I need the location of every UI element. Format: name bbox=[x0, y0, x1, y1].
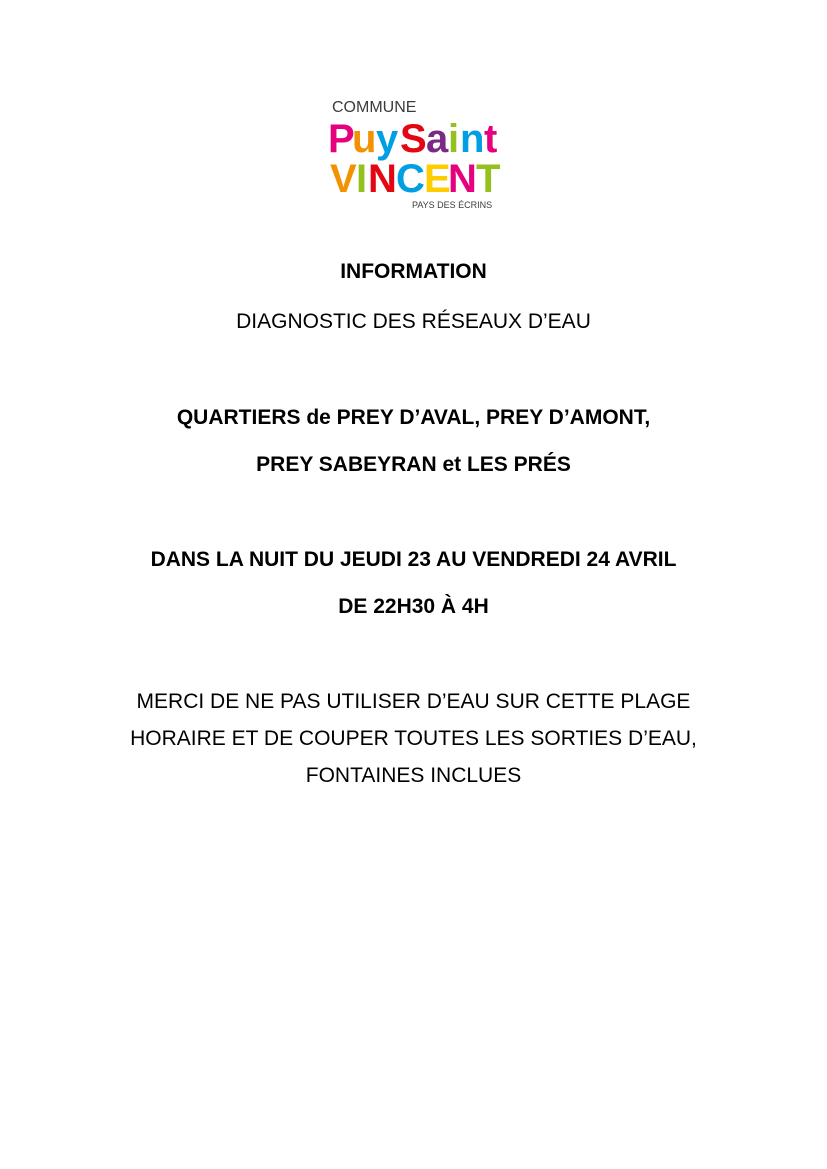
districts-line-1: QUARTIERS de PREY D’AVAL, PREY D’AMONT, bbox=[176, 406, 651, 429]
logo-word-vincent bbox=[330, 157, 500, 201]
commune-logo bbox=[328, 96, 500, 214]
svg-text:T: T bbox=[476, 157, 500, 201]
time-line: DE 22H30 À 4H bbox=[338, 595, 489, 618]
svg-text:u: u bbox=[352, 117, 377, 161]
date-line: DANS LA NUIT DU JEUDI 23 AU VENDREDI 24 AVRIL bbox=[150, 548, 677, 571]
svg-text:N: N bbox=[448, 157, 477, 201]
svg-text:y: y bbox=[376, 117, 399, 161]
svg-text:i: i bbox=[448, 117, 460, 161]
notice-heading: INFORMATION bbox=[340, 260, 487, 283]
svg-text:S: S bbox=[400, 117, 427, 161]
svg-text:N: N bbox=[368, 157, 397, 201]
svg-text:P: P bbox=[328, 117, 355, 161]
logo-word-puysaint bbox=[328, 117, 497, 161]
logo-pays-text: PAYS DES ÉCRINS bbox=[412, 200, 493, 210]
svg-text:E: E bbox=[424, 157, 451, 201]
svg-text:C: C bbox=[396, 157, 425, 201]
svg-text:t: t bbox=[484, 117, 498, 161]
request-line-3: FONTAINES INCLUES bbox=[305, 764, 522, 787]
districts-line-2: PREY SABEYRAN et LES PRÉS bbox=[256, 453, 571, 476]
svg-text:n: n bbox=[460, 117, 485, 161]
request-line-2: HORAIRE ET DE COUPER TOUTES LES SORTIES D’EAU, bbox=[130, 727, 697, 750]
svg-text:a: a bbox=[426, 117, 449, 161]
request-line-1: MERCI DE NE PAS UTILISER D’EAU SUR CETTE PLAGE bbox=[136, 690, 691, 713]
logo-commune-text: COMMUNE bbox=[332, 99, 417, 116]
svg-text:I: I bbox=[356, 157, 368, 201]
svg-text:V: V bbox=[330, 157, 357, 201]
notice-subheading: DIAGNOSTIC DES RÉSEAUX D’EAU bbox=[236, 310, 591, 333]
